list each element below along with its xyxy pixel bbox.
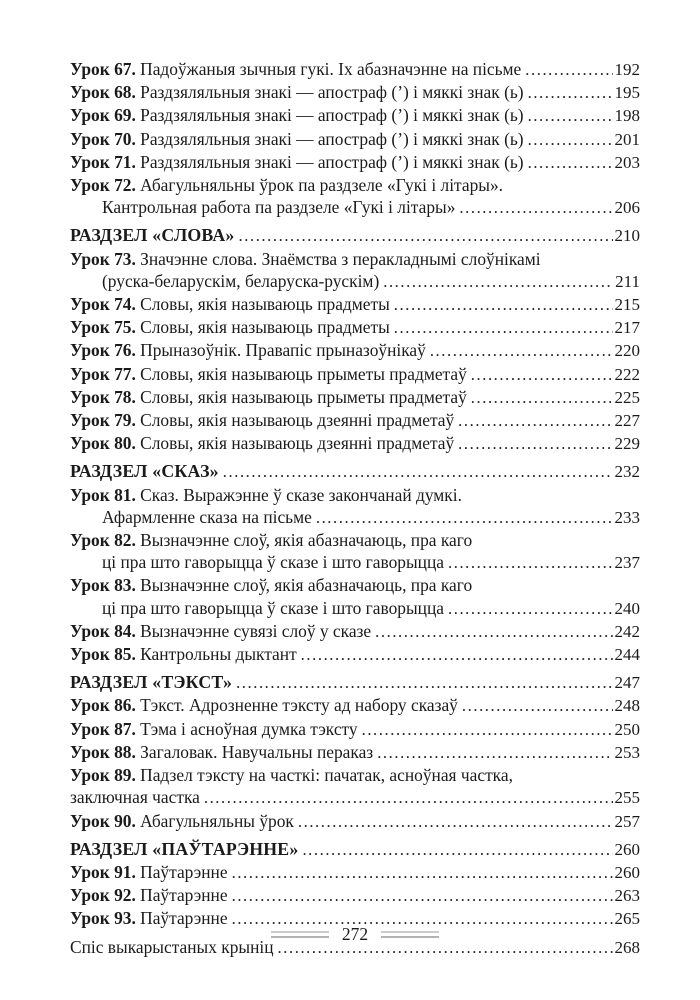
toc-entry bbox=[70, 529, 640, 574]
dot-leader bbox=[228, 861, 613, 884]
dot-leader bbox=[373, 741, 612, 764]
lesson-number: Урок 72. bbox=[70, 175, 141, 196]
dot-leader bbox=[371, 620, 612, 643]
entry-page-number: 257 bbox=[614, 811, 640, 831]
toc-entry bbox=[70, 620, 640, 643]
lesson-number: Урок 78. bbox=[70, 386, 141, 407]
toc-entry bbox=[70, 363, 640, 386]
entry-page-number: 198 bbox=[614, 106, 640, 126]
entry-title: Урок 69. Раздзяляльныя знакі — апостраф (’) і мяккі знак (ь) bbox=[70, 105, 524, 126]
lesson-number: Урок 81. bbox=[70, 484, 141, 505]
lesson-number: Урок 71. bbox=[70, 151, 141, 172]
entry-page-number: 211 bbox=[615, 271, 640, 291]
entry-title: Урок 72. Абагульняльны ўрок па раздзеле «Гукі і літары». bbox=[70, 175, 503, 196]
toc-entry bbox=[70, 128, 640, 151]
entry-title: Урок 87. Тэма і асноўная думка тэксту bbox=[70, 718, 358, 739]
lesson-number: Урок 91. bbox=[70, 861, 141, 882]
entry-title: Урок 90. Абагульняльны ўрок bbox=[70, 810, 294, 831]
entry-page-number: 247 bbox=[614, 673, 640, 693]
entry-page-number: 240 bbox=[614, 598, 640, 618]
entry-page-number: 244 bbox=[614, 645, 640, 665]
entry-page-number: 201 bbox=[614, 129, 640, 149]
dot-leader bbox=[458, 694, 613, 717]
footer-rule-left-icon bbox=[271, 931, 329, 938]
dot-leader bbox=[235, 224, 613, 247]
entry-page-number: 253 bbox=[614, 742, 640, 762]
lesson-number: Урок 85. bbox=[70, 644, 141, 665]
lesson-number: Урок 73. bbox=[70, 248, 141, 269]
lesson-number: Урок 93. bbox=[70, 908, 141, 929]
entry-title-continuation: (руска-беларускім, беларуска-рускім) bbox=[102, 270, 380, 291]
entry-title: Спіс выкарыстаных крыніц bbox=[70, 936, 274, 957]
table-of-contents bbox=[70, 58, 640, 959]
lesson-number: Урок 76. bbox=[70, 340, 141, 361]
entry-page-number: 210 bbox=[614, 226, 640, 246]
toc-entry bbox=[70, 386, 640, 409]
dot-leader bbox=[200, 786, 613, 809]
entry-page-number: 260 bbox=[614, 862, 640, 882]
dot-leader bbox=[298, 838, 612, 861]
lesson-number: Урок 90. bbox=[70, 810, 141, 831]
dot-leader bbox=[219, 460, 613, 483]
entry-title: Урок 77. Словы, якія называюць прыметы прадметаў bbox=[70, 363, 467, 384]
toc-entry bbox=[70, 643, 640, 666]
toc-entry bbox=[70, 484, 640, 529]
lesson-number: Урок 84. bbox=[70, 620, 141, 641]
entry-title: Урок 92. Паўтарэнне bbox=[70, 885, 228, 906]
toc-entry bbox=[70, 764, 640, 809]
toc-entry bbox=[70, 694, 640, 717]
toc-entry bbox=[70, 432, 640, 455]
toc-entry bbox=[70, 718, 640, 741]
entry-page-number: 203 bbox=[614, 152, 640, 172]
toc-entry bbox=[70, 574, 640, 619]
toc-entry bbox=[70, 339, 640, 362]
lesson-number: Урок 69. bbox=[70, 105, 141, 126]
dot-leader bbox=[390, 293, 613, 316]
lesson-number: Урок 79. bbox=[70, 410, 141, 431]
lesson-number: Урок 88. bbox=[70, 741, 141, 762]
footer-rule-right-icon bbox=[381, 931, 439, 938]
entry-title: Урок 76. Прыназоўнік. Правапіс прыназоўнікаў bbox=[70, 340, 426, 361]
entry-page-number: 217 bbox=[614, 318, 640, 338]
toc-entry bbox=[70, 861, 640, 884]
lesson-number: Урок 75. bbox=[70, 317, 141, 338]
entry-page-number: 268 bbox=[614, 937, 640, 957]
lesson-number: Урок 86. bbox=[70, 695, 141, 716]
toc-entry bbox=[70, 81, 640, 104]
entry-page-number: 260 bbox=[614, 839, 640, 859]
entry-title: Урок 89. Падзел тэксту на часткі: пачатак, асноўная частка, bbox=[70, 765, 513, 786]
dot-leader bbox=[521, 58, 612, 81]
entry-page-number: 232 bbox=[614, 462, 640, 482]
lesson-number: Урок 77. bbox=[70, 363, 141, 384]
toc-entry bbox=[70, 810, 640, 833]
entry-page-number: 227 bbox=[614, 411, 640, 431]
entry-page-number: 242 bbox=[614, 621, 640, 641]
dot-leader bbox=[444, 551, 613, 574]
entry-title: Урок 73. Значэнне слова. Знаёмства з перакладнымі слоўнікамі bbox=[70, 248, 541, 269]
entry-title-continuation: заключная частка bbox=[70, 787, 200, 808]
toc-entry bbox=[70, 104, 640, 127]
entry-page-number: 237 bbox=[614, 553, 640, 573]
toc-entry bbox=[70, 293, 640, 316]
toc-section-entry bbox=[70, 671, 640, 694]
entry-title: Урок 83. Вызначэнне слоў, якія абазначаюць, пра каго bbox=[70, 575, 473, 596]
lesson-number: Урок 70. bbox=[70, 128, 141, 149]
lesson-number: Урок 74. bbox=[70, 294, 141, 315]
dot-leader bbox=[524, 104, 613, 127]
toc-entry bbox=[70, 409, 640, 432]
entry-page-number: 233 bbox=[614, 507, 640, 527]
entry-page-number: 192 bbox=[614, 60, 640, 79]
entry-title: Урок 84. Вызначэнне сувязі слоў у сказе bbox=[70, 620, 372, 641]
lesson-number: Урок 68. bbox=[70, 82, 141, 103]
dot-leader bbox=[390, 316, 613, 339]
entry-page-number: 255 bbox=[614, 788, 640, 808]
dot-leader bbox=[524, 151, 613, 174]
section-title: РАЗДЗЕЛ «ТЭКСТ» bbox=[70, 672, 233, 693]
entry-title-continuation: ці пра што гаворыцца ў сказе і што гаворыцца bbox=[102, 597, 444, 618]
dot-leader bbox=[467, 363, 613, 386]
entry-title: Урок 70. Раздзяляльныя знакі — апостраф (’) і мяккі знак (ь) bbox=[70, 128, 524, 149]
dot-leader bbox=[426, 339, 613, 362]
dot-leader bbox=[312, 506, 613, 529]
lesson-number: Урок 67. bbox=[70, 59, 141, 79]
entry-page-number: 229 bbox=[614, 434, 640, 454]
toc-entry bbox=[70, 741, 640, 764]
entry-title-continuation: Афармленне сказа на пісьме bbox=[102, 506, 312, 527]
dot-leader bbox=[379, 270, 613, 293]
toc-section-entry bbox=[70, 460, 640, 483]
entry-title: Урок 86. Тэкст. Адрозненне тэксту ад набору сказаў bbox=[70, 695, 458, 716]
entry-title: Урок 93. Паўтарэнне bbox=[70, 908, 228, 929]
entry-page-number: 206 bbox=[614, 198, 640, 218]
entry-title: Урок 91. Паўтарэнне bbox=[70, 861, 228, 882]
entry-page-number: 195 bbox=[614, 83, 640, 103]
section-title: РАЗДЗЕЛ «ПАЎТАРЭННЕ» bbox=[70, 838, 299, 859]
lesson-number: Урок 89. bbox=[70, 765, 141, 786]
dot-leader bbox=[294, 810, 613, 833]
lesson-number: Урок 83. bbox=[70, 575, 141, 596]
lesson-number: Урок 87. bbox=[70, 718, 141, 739]
lesson-number: Урок 92. bbox=[70, 885, 141, 906]
dot-leader bbox=[232, 671, 612, 694]
toc-entry bbox=[70, 248, 640, 293]
entry-title-continuation: Кантрольная работа па раздзеле «Гукі і літары» bbox=[102, 197, 456, 218]
entry-page-number: 263 bbox=[614, 886, 640, 906]
toc-entry bbox=[70, 151, 640, 174]
entry-title: Урок 79. Словы, якія называюць дзеянні прадметаў bbox=[70, 410, 455, 431]
entry-title: Урок 85. Кантрольны дыктант bbox=[70, 644, 297, 665]
lesson-number: Урок 80. bbox=[70, 433, 141, 454]
page-footer bbox=[70, 924, 640, 945]
entry-title: Урок 81. Сказ. Выражэнне ў сказе закончанай думкі. bbox=[70, 484, 462, 505]
entry-page-number: 215 bbox=[614, 295, 640, 315]
toc-entry bbox=[70, 884, 640, 907]
entry-page-number: 265 bbox=[614, 909, 640, 929]
dot-leader bbox=[524, 81, 613, 104]
dot-leader bbox=[454, 409, 612, 432]
section-title: РАЗДЗЕЛ «СЛОВА» bbox=[70, 225, 235, 246]
dot-leader bbox=[524, 128, 613, 151]
entry-title: Урок 68. Раздзяляльныя знакі — апостраф (’) і мяккі знак (ь) bbox=[70, 82, 524, 103]
entry-title-continuation: ці пра што гаворыцца ў сказе і што гаворыцца bbox=[102, 552, 444, 573]
lesson-number: Урок 82. bbox=[70, 530, 141, 551]
entry-title: Урок 80. Словы, якія называюць дзеянні прадметаў bbox=[70, 433, 455, 454]
entry-title: Урок 88. Загаловак. Навучальны пераказ bbox=[70, 741, 374, 762]
entry-page-number: 220 bbox=[614, 341, 640, 361]
entry-title: Урок 74. Словы, якія называюць прадметы bbox=[70, 294, 390, 315]
dot-leader bbox=[455, 196, 612, 219]
dot-leader bbox=[454, 432, 612, 455]
entry-title: Урок 71. Раздзяляльныя знакі — апостраф (’) і мяккі знак (ь) bbox=[70, 151, 524, 172]
entry-title: Урок 82. Вызначэнне слоў, якія абазначаюць, пра каго bbox=[70, 530, 473, 551]
dot-leader bbox=[467, 386, 613, 409]
entry-page-number: 222 bbox=[614, 364, 640, 384]
entry-title: Урок 67. Падоўжаныя зычныя гукі. Іх абазначэнне на пісьме bbox=[70, 59, 522, 79]
dot-leader bbox=[444, 597, 613, 620]
section-title: РАЗДЗЕЛ «СКАЗ» bbox=[70, 461, 219, 482]
entry-page-number: 248 bbox=[614, 696, 640, 716]
toc-entry bbox=[70, 316, 640, 339]
dot-leader bbox=[228, 884, 613, 907]
toc-section-entry bbox=[70, 224, 640, 247]
toc-section-entry bbox=[70, 838, 640, 861]
toc-entry bbox=[70, 58, 640, 81]
dot-leader bbox=[297, 643, 613, 666]
entry-page-number: 250 bbox=[614, 719, 640, 739]
entry-title: Урок 78. Словы, якія называюць прыметы прадметаў bbox=[70, 386, 467, 407]
dot-leader bbox=[358, 718, 613, 741]
page-number: 272 bbox=[341, 924, 369, 944]
entry-title: Урок 75. Словы, якія называюць прадметы bbox=[70, 317, 390, 338]
toc-entry bbox=[70, 174, 640, 219]
entry-page-number: 225 bbox=[614, 387, 640, 407]
